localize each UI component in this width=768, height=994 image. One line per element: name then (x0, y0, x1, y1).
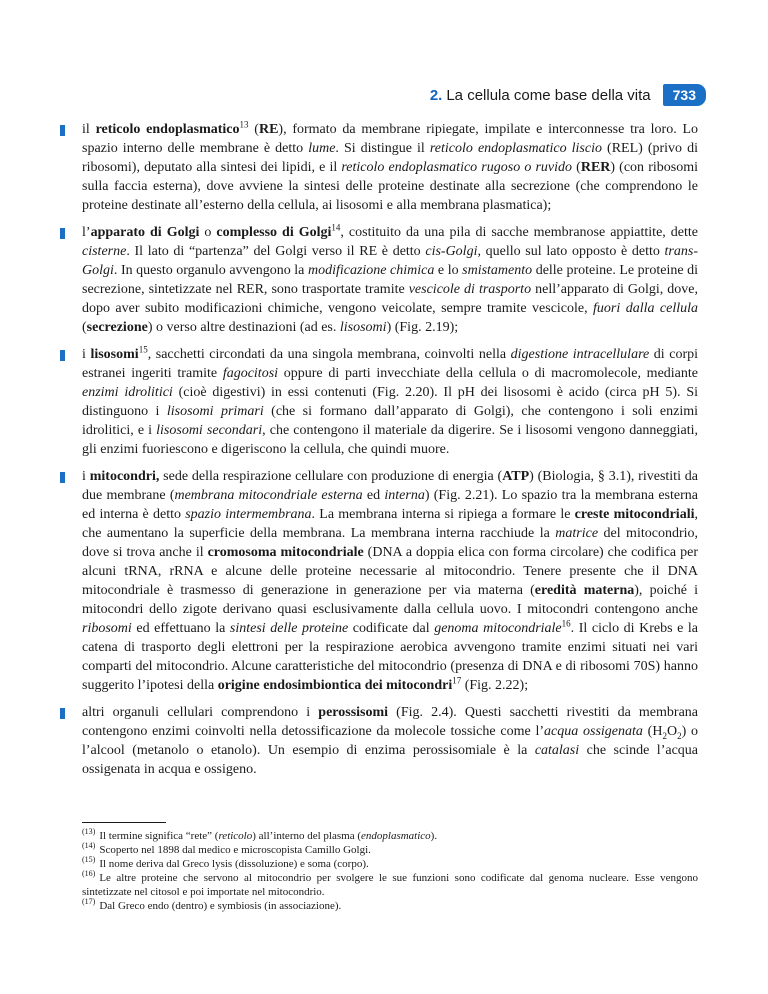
text-run: membrana mitocondriale esterna (174, 488, 363, 503)
text-run: cis-Golgi (425, 244, 478, 259)
text-run: creste mitocondriali (574, 507, 695, 522)
text-run: lisosomi (90, 347, 139, 362)
list-item (82, 223, 698, 337)
text-run: i (82, 469, 90, 484)
text-run: RER (580, 160, 611, 175)
text-run: 17 (452, 675, 462, 686)
list-item (82, 120, 698, 215)
text-run: (DNA a doppia elica con forma circolare) che codifica per alcuni tRNA, rRNA e alcune delle proteine necessarie al mitocondrio. Tenere presente che il DNA mitocondriale è trasmesso di generazione in generazione per via materna ( (82, 545, 698, 598)
text-run: . Il lato di “partenza” del Golgi verso il RE è detto (126, 244, 426, 259)
text-run: smistamento (462, 263, 533, 278)
text-run: ed (362, 488, 385, 503)
bullet-marker (60, 228, 65, 239)
bullet-marker (60, 472, 65, 483)
footnote-number: (15) (82, 855, 96, 865)
text-run: , sacchetti circondati da una singola membrana, coinvolti nella (147, 347, 511, 362)
text-run: ) (Fig. 2.21). Lo spazio tra la membrana esterna ed interna è detto (82, 488, 698, 522)
chapter-title: La cellula come base della vita (446, 86, 651, 104)
text-run: genoma mitocondriale (434, 621, 562, 636)
text-run: ribosomi (82, 621, 132, 636)
list-item-text (82, 467, 698, 695)
text-run: e lo (434, 263, 463, 278)
text-run: . Si distingue il (335, 141, 430, 156)
text-run: catalasi (534, 743, 580, 758)
text-run: altri organuli cellulari comprendono i (82, 705, 319, 720)
text-run: di corpi estranei ingeriti tramite (82, 347, 698, 381)
text-run: l’ (82, 225, 91, 240)
text-run: ) o verso altre destinazioni (ad es. (147, 320, 340, 335)
text-run: delle proteine. Le proteine di secrezione, sintetizzate nel RER, sono trasportate tramite (82, 263, 698, 297)
text-run: eredità materna (534, 583, 635, 598)
footnotes (82, 822, 698, 913)
text-run: lisosomi primari (166, 404, 264, 419)
text-run: ) (Fig. 2.19); (386, 320, 459, 335)
text-run: vescicole di trasporto (408, 282, 532, 297)
running-header (430, 84, 706, 106)
text-run: 2 (662, 730, 667, 741)
list-item (82, 703, 698, 779)
text-run: lisosomi (339, 320, 387, 335)
text-run: (REL) (privo di ribosomi), deputato alla sintesi dei lipidi, e il (82, 141, 698, 175)
text-run: (cioè digestivi) in essi contenuti (Fig. 2.20). Il pH dei lisosomi è acido (circa pH 5). Si distinguono i (82, 385, 698, 419)
text-run: ) o l’alcool (metanolo o etanolo). Un esempio di enzima perossisomiale è la (82, 724, 698, 758)
text-run: sede della respirazione cellulare con produzione di energia ( (159, 469, 503, 484)
footnote-number: (16) (82, 869, 96, 879)
text-run: enzimi idrolitici (82, 385, 173, 400)
text-run: ( (82, 320, 87, 335)
text-run: O (666, 724, 678, 739)
text-run: (H (642, 724, 663, 739)
text-run: ed effettuano la (131, 621, 230, 636)
text-run: ) (con ribosomi sulla faccia esterna), dove avviene la sintesi delle proteine destinate alla secrezione (che comprendono le proteine destinate all’esterno della cellula, ai lisosomi e alla membrana plasmatica); (82, 160, 698, 213)
text-run: endoplasmatico (361, 830, 431, 842)
text-run: interna (384, 488, 425, 503)
text-run: o (199, 225, 217, 240)
text-run: RE (258, 122, 279, 137)
list-item-text (82, 703, 698, 779)
text-run: cromosoma mitocondriale (207, 545, 364, 560)
text-run: oppure di parti invecchiate della cellula o di macromolecole, mediante (278, 366, 698, 381)
bullet-marker (60, 350, 65, 361)
bullet-marker (60, 125, 65, 136)
text-run: , che aumentano la superficie della membrana. La membrana interna racchiude la (82, 507, 698, 541)
text-run: fuori dalla cellula (593, 301, 699, 316)
text-run: ), formato da membrane ripiegate, impilate e interconnesse tra loro. Lo spazio interno delle membrane è detto (82, 122, 699, 156)
text-run: ). (430, 830, 438, 842)
text-run: ATP (502, 469, 530, 484)
text-run: che scinde l’acqua ossigenata in acqua e ossigeno. (82, 743, 698, 777)
text-run: Dal Greco endo (dentro) e symbiosis (in associazione). (99, 900, 342, 912)
list-item-text (82, 223, 698, 337)
text-run: perossisomi (318, 705, 389, 720)
text-run: (Fig. 2.22); (461, 678, 529, 693)
text-run: reticolo endoplasmatico rugoso o ruvido (341, 160, 573, 175)
text-run: reticolo (218, 830, 253, 842)
text-run: mitocondri, (89, 469, 160, 484)
list-item-text (82, 120, 698, 215)
text-run: , costituito da una pila di sacche membranose appiattite, dette (340, 225, 698, 240)
footnote (82, 871, 698, 899)
footnote-number: (17) (82, 897, 96, 907)
text-run: ( (572, 160, 581, 175)
text-run: 2 (677, 730, 682, 741)
text-run: del mitocondrio, dove si trova anche il (82, 526, 698, 560)
text-run: 13 (239, 119, 249, 130)
text-run: acqua ossigenata (544, 724, 643, 739)
text-run: ), poiché i mitocondri dello zigote derivano quasi esclusivamente dalla cellula uovo. I mitocondri contengono anche (82, 583, 698, 617)
text-run: lisosomi secondari (156, 423, 263, 438)
text-run: 16 (561, 618, 571, 629)
footnote (82, 829, 698, 843)
text-run: secrezione (86, 320, 148, 335)
text-run: codificate dal (348, 621, 435, 636)
text-run: ) (Biologia, § 3.1), rivestiti da due membrane ( (82, 469, 699, 503)
organelle-list (82, 120, 698, 787)
text-run: . Il ciclo di Krebs e la catena di trasporto degli elettroni per la respirazione aerobica avvengono tramite enzimi situati nei vari comparti del mitocondrio. Alcune caratteristiche del mitocondrio (presenza di DNA e di ribosomi 70S) hanno suggerito l’ipotesi della (82, 621, 699, 693)
text-run: i (82, 347, 91, 362)
text-run: . In questo organulo avvengono la (113, 263, 308, 278)
footnote (82, 857, 698, 871)
text-run: (Fig. 2.4). Questi sacchetti rivestiti da membrana contengono enzimi coinvolti nella detossificazione da molecole tossiche come l’ (82, 705, 698, 739)
text-run: fagocitosi (222, 366, 279, 381)
text-run: , quello sul lato opposto è detto (477, 244, 665, 259)
text-run: Il termine significa “rete” ( (99, 830, 219, 842)
text-run: lume (308, 141, 336, 156)
text-run: Il nome deriva dal Greco lysis (dissoluzione) e soma (corpo). (99, 858, 369, 870)
text-run: ( (248, 122, 259, 137)
text-run: ) all’interno del plasma ( (252, 830, 361, 842)
text-run: trans-Golgi (82, 244, 698, 278)
text-run: , che contengono il materiale da digerire. Se i lisosomi vengono danneggiati, gli enzimi fuoriescono e digeriscono la cellula, che quindi muore. (82, 423, 699, 457)
text-run: reticolo endoplasmatico (95, 122, 240, 137)
text-run: 14 (331, 222, 341, 233)
text-run: il (82, 122, 96, 137)
text-run: Le altre proteine che servono al mitocondrio per svolgere le sue funzioni sono codificate dal genoma nucleare. Esse vengono sintetizzate nel citosol e poi importate nel mitocondrio. (82, 872, 698, 898)
footnote (82, 899, 698, 913)
text-run: digestione intracellulare (510, 347, 650, 362)
text-run: matrice (555, 526, 599, 541)
page-number: 733 (663, 84, 706, 106)
footnote-number: (14) (82, 841, 96, 851)
bullet-marker (60, 708, 65, 719)
text-run: reticolo endoplasmatico liscio (429, 141, 602, 156)
text-run: apparato di Golgi (90, 225, 200, 240)
text-run: modificazione chimica (307, 263, 435, 278)
text-run: Scoperto nel 1898 dal medico e microscopista Camillo Golgi. (99, 844, 371, 856)
footnote-rule (82, 822, 166, 823)
list-item (82, 345, 698, 459)
list-item-text (82, 345, 698, 459)
chapter-number: 2. (429, 86, 443, 104)
text-run: complesso di Golgi (216, 225, 332, 240)
text-run: (che si formano dall’apparato di Golgi), che contengono i soli enzimi idrolitici, e i (82, 404, 698, 438)
text-run: sintesi delle proteine (229, 621, 349, 636)
text-run: nell’apparato di Golgi, dove, dopo aver subito modificazioni chimiche, vengono veicolate, sempre tramite vescicole, (82, 282, 699, 316)
text-run: cisterne (82, 244, 127, 259)
footnote-number: (13) (82, 827, 96, 837)
text-run: spazio intermembrana (185, 507, 312, 522)
list-item (82, 467, 698, 695)
footnote (82, 843, 698, 857)
text-run: 15 (138, 344, 148, 355)
text-run: . La membrana interna si ripiega a formare le (311, 507, 575, 522)
text-run: origine endosimbiontica dei mitocondri (217, 678, 453, 693)
